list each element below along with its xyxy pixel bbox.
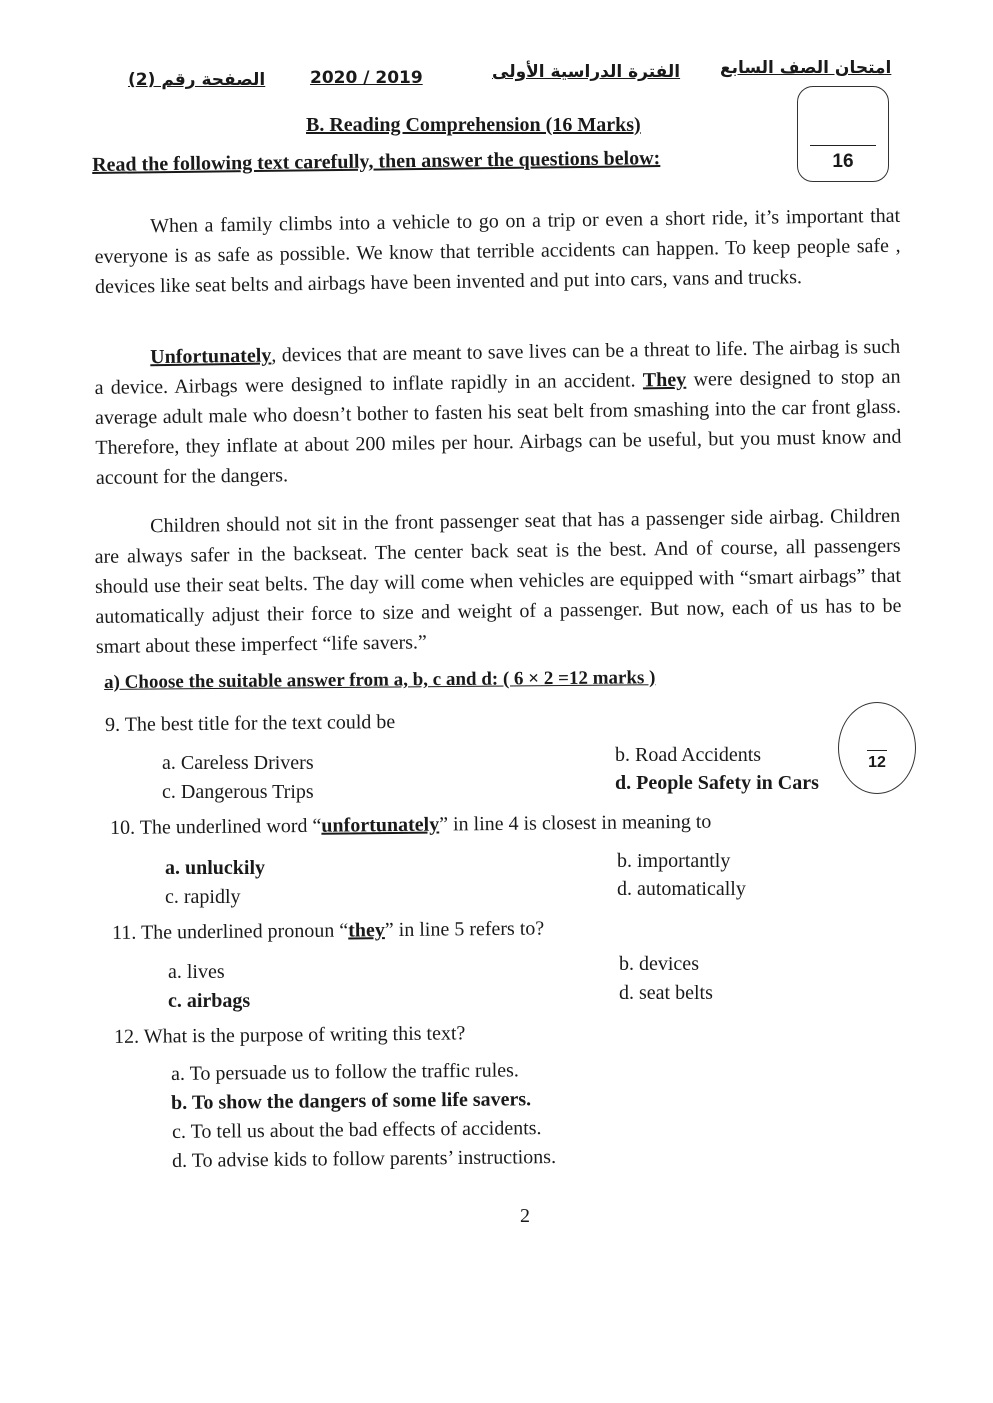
score-line: [867, 750, 887, 751]
q9-option-c: c. Dangerous Trips: [162, 781, 314, 803]
question-10-stem: 10. The underlined word “unfortunately” in line 4 is closest in meaning to: [110, 810, 712, 839]
q12-option-b: b. To show the dangers of some life savers.: [171, 1088, 532, 1114]
q10-option-a: a. unluckily: [165, 857, 266, 879]
section-title: B. Reading Comprehension (16 Marks): [306, 114, 641, 136]
page-label: الصفحة رقم (2): [128, 70, 266, 90]
q11-option-d: d. seat belts: [619, 982, 713, 1004]
q11-option-c: c. airbags: [168, 990, 251, 1012]
section-score-box: [797, 86, 889, 182]
term-label: الفترة الدراسية الأولى: [492, 62, 681, 82]
question-12-stem: 12. What is the purpose of writing this text?: [114, 1022, 466, 1048]
q9-option-d: d. People Safety in Cars: [615, 772, 819, 794]
score-line: [810, 145, 876, 146]
part-a-score: 12: [868, 754, 886, 771]
q9-option-b: b. Road Accidents: [615, 744, 762, 766]
part-a-score-circle: [838, 702, 916, 794]
underlined-word-unfortunately: Unfortunately: [150, 344, 272, 369]
exam-title: امتحان الصف السابع: [720, 58, 892, 78]
q10-option-c: c. rapidly: [165, 886, 241, 908]
section-instruction: Read the following text carefully, then answer the questions below:: [92, 147, 661, 176]
q11-underlined-word: they: [348, 919, 385, 942]
passage-paragraph-3: Children should not sit in the front passenger seat that has a passenger side airbag. Children are always safer in the backseat. The center back seat is the best. And of course, all passengers should use their seat belts. The day will come when vehicles are equipped with “smart airbags” that automatically adjust their force to size and weight of a passenger. But now, each of us has to be smart about these imperfect “life savers.”: [94, 504, 902, 658]
section-score-total: 16: [832, 151, 854, 172]
passage-paragraph-1: When a family climbs into a vehicle to go on a trip or even a short ride, it’s important that everyone is as safe as possible. We know that terrible accidents can happen. To keep people safe , devices like seat belts and airbags have been invented and put into cars, vans and trucks.: [94, 204, 901, 298]
question-11-stem: 11. The underlined pronoun “they” in line 5 refers to?: [112, 917, 545, 944]
part-a-heading: a) Choose the suitable answer from a, b, c and d: ( 6 × 2 =12 marks ): [104, 667, 656, 693]
question-9-stem: 9. The best title for the text could be: [105, 710, 396, 736]
q12-option-d: d. To advise kids to follow parents’ instructions.: [172, 1145, 557, 1172]
passage-paragraph-2: Unfortunately, devices that are meant to save lives can be a threat to life. The airbag is such a device. Airbags were designed to inflate rapidly in an accident. They were designed to stop an average adult male who doesn’t bother to fasten his seat belt from smashing into the car front glass. Therefore, they inflate at about 200 miles per hour. Airbags can be useful, but you must know and account for the dangers.: [94, 335, 902, 489]
underlined-word-they: They: [642, 368, 687, 392]
q11-option-a: a. lives: [168, 961, 225, 983]
school-year: 2020 / 2019: [310, 68, 423, 88]
q10-underlined-word: unfortunately: [321, 813, 440, 837]
q10-option-d: d. automatically: [617, 878, 746, 900]
q9-option-a: a. Careless Drivers: [162, 752, 314, 774]
q12-option-c: c. To tell us about the bad effects of accidents.: [172, 1117, 542, 1143]
q11-option-b: b. devices: [619, 953, 699, 975]
q12-option-a: a. To persuade us to follow the traffic rules.: [171, 1059, 519, 1085]
page-number: 2: [520, 1205, 530, 1227]
q10-option-b: b. importantly: [617, 850, 731, 872]
